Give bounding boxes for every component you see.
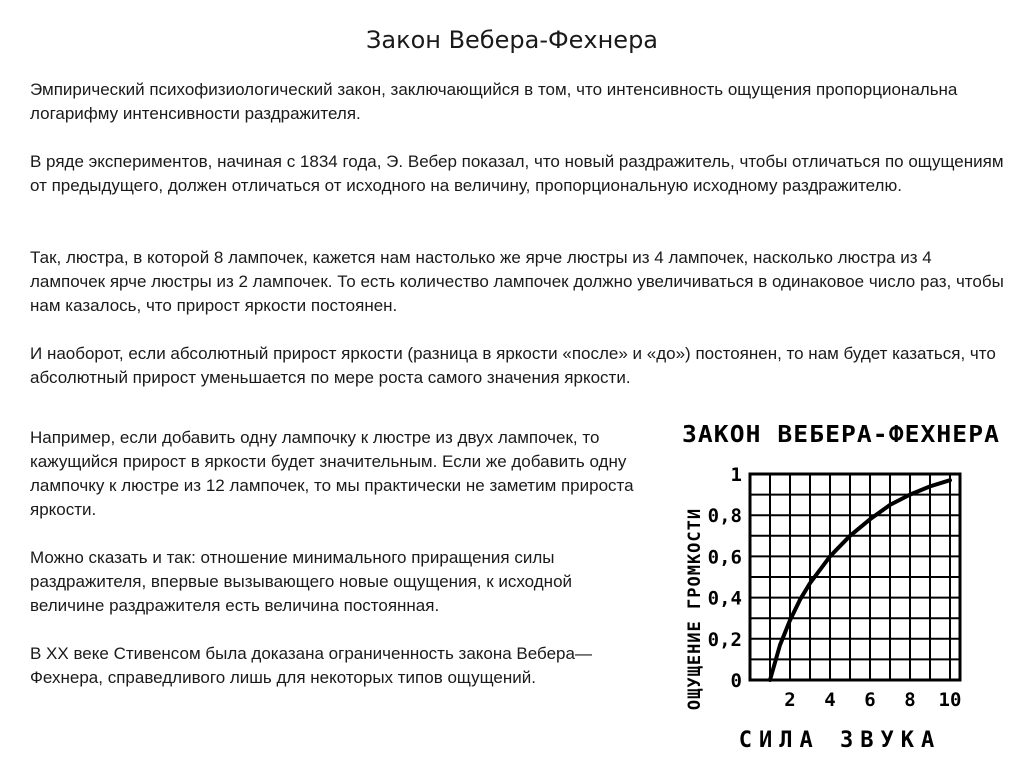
paragraph-ratio-constant: Можно сказать и так: отношение минимального приращения силы раздражителя, впервые вызывающего новые ощущения, к исходной величине раздражителя есть величина постоянная. <box>30 548 573 615</box>
paragraph-definition: Эмпирический психофизиологический закон, заключающийся в том, что интенсивность ощущения пропорциональна логарифму интенсивности раздражителя. <box>30 80 958 123</box>
x-tick-label: 10 <box>938 689 962 711</box>
x-tick-label: 4 <box>824 689 836 711</box>
paragraph-weber-experiments: В ряде экспериментов, начиная с 1834 года, Э. Вебер показал, что новый раздражитель, чтобы отличаться по ощущениям от предыдущего, должен отличаться от исходного на величину, пропорциональную исходному раздражителю. <box>30 152 1004 195</box>
y-tick-label: 0,2 <box>707 628 742 651</box>
y-tick-label: 0,4 <box>707 587 742 610</box>
chart-ylabel: ОЩУЩЕНИЕ ГРОМКОСТИ <box>685 507 705 711</box>
plot-area <box>708 464 962 711</box>
x-tick-label: 2 <box>784 689 796 711</box>
paragraph-chandelier-example: Так, люстра, в которой 8 лампочек, кажется нам настолько же ярче люстры из 4 лампочек, насколько люстра из 4 лампочек ярче люстры из 2 лампочек. То есть количество лампочек должно увеличиваться в одинаковое число раз, чтобы нам казалось, что прирост яркости постоянен. <box>30 248 1004 315</box>
paragraph-conversely: И наоборот, если абсолютный прирост яркости (разница в яркости «после» и «до») постоянен, то нам будет казаться, что абсолютный прирост уменьшается по мере роста самого значения яркости. <box>30 344 996 387</box>
paragraph-lamp-example: Например, если добавить одну лампочку к люстре из двух лампочек, то кажущийся прирост в яркости будет значительным. Если же добавить одну лампочку к люстре из 12 лампочек, то мы практически не заметим прироста яркости. <box>30 428 634 519</box>
weber-fechner-chart <box>660 404 1024 767</box>
y-tick-label: 0 <box>730 670 742 692</box>
paragraph-stevens: В XX веке Стивенсом была доказана ограниченность закона Вебера—Фехнера, справедливого лишь для некоторых типов ощущений. <box>30 644 592 687</box>
chart-title: ЗАКОН ВЕБЕРА-ФЕХНЕРА <box>682 422 1000 448</box>
slide-title: Закон Вебера-Фехнера <box>365 26 659 54</box>
y-tick-label: 0,6 <box>707 546 742 569</box>
y-tick-label: 1 <box>730 464 742 486</box>
chart-svg <box>660 404 1024 767</box>
y-tick-label: 0,8 <box>707 505 742 528</box>
x-tick-label: 6 <box>864 689 876 711</box>
chart-xlabel: СИЛА ЗВУКА <box>738 728 942 753</box>
series-line <box>770 480 950 680</box>
x-tick-label: 8 <box>904 689 916 711</box>
